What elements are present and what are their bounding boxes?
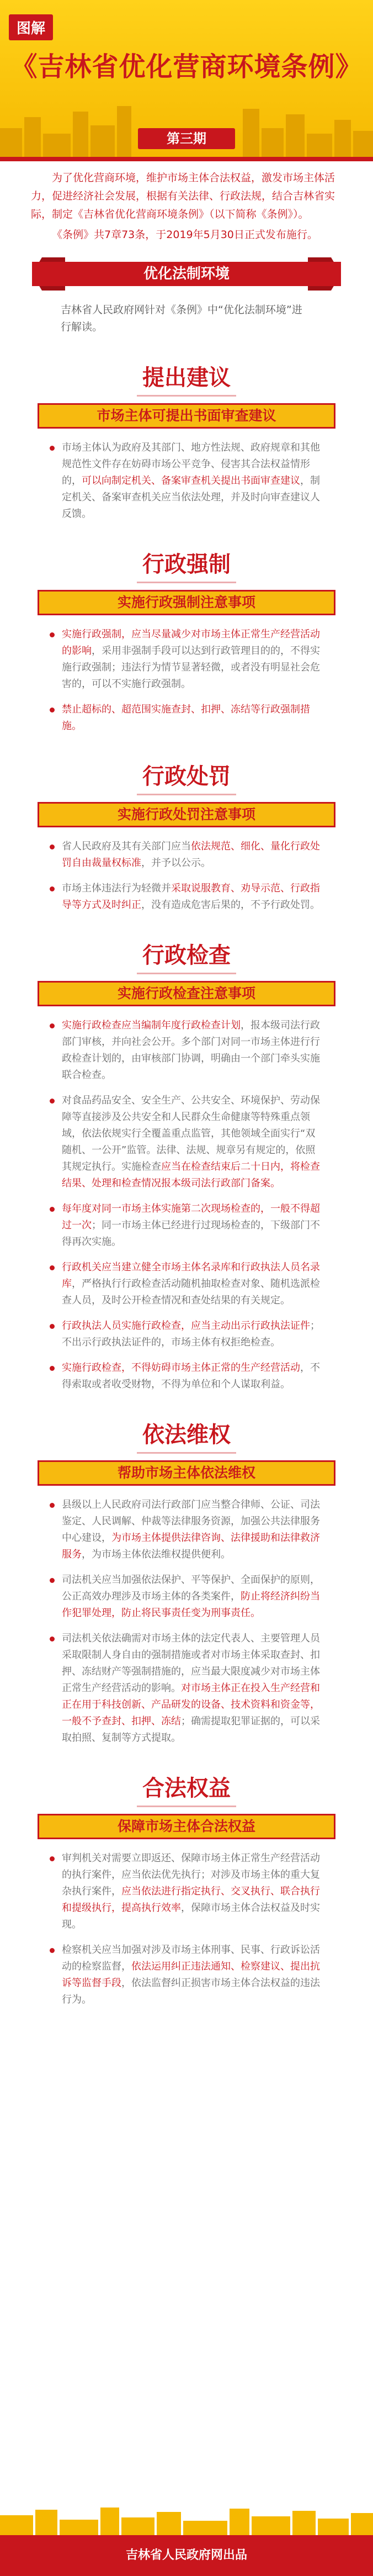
body-text: ，并予以公示。 [141, 857, 211, 869]
section [0, 547, 373, 735]
bullet-item [62, 1092, 323, 1192]
body-text: ；确需提取犯罪证据的，可以采取拍照、复制等方式提取。 [62, 1715, 320, 1744]
highlighted-text: 防止将经济纠纷当作犯罪处理，防止将民事责任变为刑事责任。 [62, 1591, 320, 1619]
body-text: ，没有造成危害后果的，不予行政处罚。 [141, 899, 320, 911]
highlighted-text: 应当在检查结束后二十日内，将检查结果、处理和检查情况报本级司法行政部门备案。 [62, 1161, 320, 1189]
highlighted-text: 采取说服教育、劝导示范、行政指导等方式及时纠正 [62, 883, 320, 911]
bullet-item [62, 1017, 323, 1084]
intro-text [0, 161, 373, 244]
sections-container [0, 360, 373, 2008]
highlighted-text: 可以向制定机关、备案审查机关提出书面审查建议 [82, 475, 300, 487]
bullet-item [62, 1259, 323, 1309]
category-tag: 图解 [9, 14, 53, 40]
section-subtitle: 帮助市场主体依法维权 [38, 1460, 335, 1486]
bullet-item [62, 626, 323, 693]
section-content [0, 838, 373, 914]
body-text: ，依法监督纠正损害市场主体合法权益的违法行为。 [62, 1977, 320, 2005]
bullet-item [62, 880, 323, 914]
section-content [0, 626, 373, 735]
header-divider [0, 157, 373, 161]
body-text: ，严格执行行政检查活动随机抽取检查对象、随机选派检查人员，及时公开检查情况和查处结果的有关规定。 [62, 1278, 320, 1306]
highlighted-text: 每年度对同一市场主体实施第二次现场检查的，一般不得超过一次 [62, 1203, 320, 1231]
highlighted-text: 行政执法人员实施行政检查，应当主动出示行政执法证件 [62, 1320, 310, 1332]
header-banner [0, 0, 373, 161]
page-title: 《吉林省优化营商环境条例》 [10, 51, 363, 82]
bullet-item [62, 838, 323, 872]
section [0, 360, 373, 522]
body-text: ，不得索取或者收受财物，不得为单位和个人谋取利益。 [62, 1362, 320, 1390]
section [0, 1771, 373, 2008]
section [0, 938, 373, 1393]
body-text: 司法机关依法确需对市场主体的法定代表人、主要管理人员采取限制人身自由的强制措施或者对市场主体采取查封、扣押、冻结财产等强制措施的，应当最大限度减少对市场主体正常生产经营活动的影响。 [62, 1633, 320, 1694]
section-content [0, 1850, 373, 2008]
highlighted-text: 应当依法进行指定执行、交叉执行、联合执行和提级执行，提高执行效率 [62, 1886, 320, 1914]
highlighted-text: 为市场主体提供法律咨询、法律援助和法律救济服务 [62, 1532, 320, 1560]
chapter-ribbon [32, 257, 341, 291]
body-text: 检察机关应当加强对涉及市场主体刑事、民事、行政诉讼活动的检察监督， [62, 1944, 320, 1972]
section [0, 759, 373, 914]
body-text: ，为市场主体依法维权提供便利。 [82, 1549, 231, 1560]
body-text: 市场主体违法行为轻微并 [62, 883, 171, 894]
issue-badge: 第三期 [138, 128, 235, 149]
body-text: ；不出示行政执法证件的，市场主体有权拒绝检查。 [62, 1320, 320, 1348]
section-subtitle: 市场主体可提出书面审查建议 [38, 403, 335, 429]
section-subtitle: 实施行政处罚注意事项 [38, 802, 335, 827]
section-title: 合法权益 [0, 1771, 373, 1807]
bullet-item [62, 440, 323, 522]
section [0, 1417, 373, 1746]
highlighted-text: 实施行政强制，应当尽量减少对市场主体正常生产经营活动的影响 [62, 629, 320, 657]
section-subtitle: 实施行政检查注意事项 [38, 981, 335, 1006]
bullet-item [62, 1318, 323, 1351]
bullet-item [62, 1360, 323, 1393]
highlighted-text: 依法规范、细化、量化行政处罚自由裁量权标准 [62, 841, 320, 869]
highlighted-text: 行政机关应当建立健全市场主体名录库和行政执法人员名录库 [62, 1261, 320, 1290]
bullet-item [62, 1850, 323, 1933]
bullet-item [62, 1572, 323, 1622]
highlighted-text: 实施行政检查应当编制年度行政检查计划 [62, 1020, 241, 1031]
body-text: 县级以上人民政府司法行政部门应当整合律师、公证、司法鉴定、人民调解、仲裁等法律服务资源，加强公共法律服务中心建设， [62, 1499, 320, 1544]
section-title: 依法维权 [0, 1417, 373, 1454]
section-title: 行政检查 [0, 938, 373, 974]
intro-paragraph: 《条例》共7章73条，于2019年5月30日正式发布施行。 [52, 229, 318, 241]
bullet-item [62, 701, 323, 735]
chapter-ribbon-label: 优化法制环境 [143, 266, 230, 282]
bullet-item [62, 1201, 323, 1250]
body-text: 省人民政府及其有关部门应当 [62, 841, 191, 852]
section-content [0, 1497, 373, 1746]
body-text: 对食品药品安全、安全生产、公共安全、环境保护、劳动保障等直接涉及公共安全和人民群众生命健康等特殊重点领域，依法依规实行全覆盖重点监管，其他领域全面实行“双随机、一公开”监管。法律、法规、规章另有规定的，依照其规定执行。实施检查 [62, 1095, 320, 1173]
body-text: 市场主体认为政府及其部门、地方性法规、政府规章和其他规范性文件存在妨碍市场公平竞争、侵害其合法权益情形的， [62, 442, 320, 487]
highlighted-text: 实施行政检查，不得妨碍市场主体正常的生产经营活动 [62, 1362, 300, 1374]
highlighted-text: 依法运用纠正违法通知、检察建议、提出抗诉等监督手段 [62, 1961, 320, 1989]
section-title: 提出建议 [0, 360, 373, 397]
footer-skyline-illustration [0, 2504, 373, 2535]
section-subtitle: 实施行政强制注意事项 [38, 590, 335, 615]
highlighted-text: 对市场主体正在投入生产经营和正在用于科技创新、产品研发的设备、技术资料和资金等，一般不予查封、扣押、冻结 [62, 1682, 320, 1727]
section-title: 行政处罚 [0, 759, 373, 795]
section-subtitle: 保障市场主体合法权益 [38, 1814, 335, 1839]
intro-paragraph: 为了优化营商环境，维护市场主体合法权益，激发市场主体活力，促进经济社会发展，根据有关法律、行政法规，结合吉林省实际，制定《吉林省优化营商环境条例》（以下简称《条例》）。 [31, 172, 335, 220]
highlighted-text: 禁止超标的、超范围实施查封、扣押、冻结等行政强制措施。 [62, 704, 310, 732]
body-text: 审判机关对需要立即返还、保障市场主体正常生产经营活动的执行案件，应当依法优先执行；对涉及市场主体的重大复杂执行案件， [62, 1852, 320, 1897]
body-text: 司法机关应当加强依法保护、平等保护、全面保护的原则，公正高效办理涉及市场主体的各类案件， [62, 1574, 320, 1602]
section-content [0, 440, 373, 522]
footer-credit: 吉林省人民政府网出品 [0, 2535, 373, 2576]
body-text: ，制定机关、备案审查机关应当依法处理，并及时向审查建议人反馈。 [62, 475, 320, 520]
bullet-item [62, 1497, 323, 1563]
interpretation-note: 吉林省人民政府网针对《条例》中“优化法制环境”进行解读。 [61, 304, 302, 333]
body-text: ，保障市场主体合法权益及时实现。 [62, 1902, 320, 1930]
body-text: ，采用非强制手段可以达到行政管理目的的，不得实施行政强制；违法行为情节显著轻微，或者没有明显社会危害的，可以不实施行政强制。 [62, 645, 320, 690]
bullet-item [62, 1942, 323, 2008]
body-text: ，报本级司法行政部门审核，并向社会公开。多个部门对同一市场主体进行行政检查计划的，由审核部门协调，明确由一个部门牵头实施联合检查。 [62, 1020, 320, 1081]
bullet-item [62, 1630, 323, 1746]
section-content [0, 1017, 373, 1393]
section-title: 行政强制 [0, 547, 373, 583]
body-text: ；同一市场主体已经进行过现场检查的，下级部门不得再次实施。 [62, 1220, 320, 1248]
